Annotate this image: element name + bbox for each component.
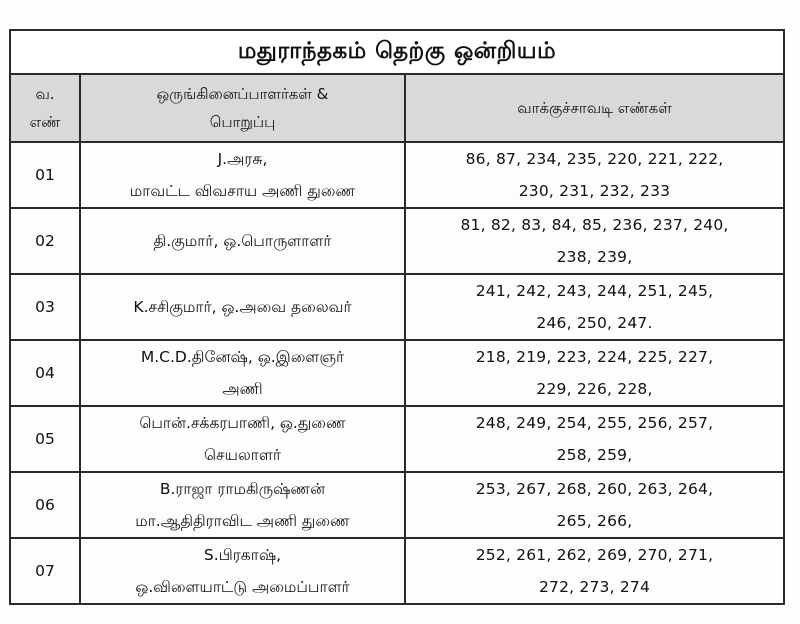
table-row (10, 274, 784, 340)
coordinator-line2: மாவட்ட விவசாய அணி துணை (129, 182, 356, 200)
row-coordinator (80, 406, 405, 472)
row-serial-number: 01 (10, 142, 80, 208)
booths-line1: 81, 82, 83, 84, 85, 236, 237, 240, (460, 216, 729, 234)
header-booth-numbers: வாக்குச்சாவடி எண்கள் (405, 74, 784, 142)
booths-line2: 238, 239, (556, 248, 633, 266)
coordinator-line1: B.ராஜா ராமகிருஷ்ணன் (159, 480, 326, 498)
header-serial-line2: எண் (29, 113, 61, 131)
header-coordinators (80, 74, 405, 142)
booths-line1: 253, 267, 268, 260, 263, 264, (475, 480, 714, 498)
header-coordinators-line2: பொறுப்பு (209, 113, 276, 131)
row-serial-number: 03 (10, 274, 80, 340)
booths-line1: 86, 87, 234, 235, 220, 221, 222, (465, 150, 724, 168)
coordinator-line1: பொன்.சக்கரபாணி, ஒ.துணை (139, 414, 346, 432)
row-coordinator (80, 472, 405, 538)
row-booth-numbers (405, 274, 784, 340)
row-serial-number: 06 (10, 472, 80, 538)
table-row (10, 538, 784, 604)
booths-line1: 218, 219, 223, 224, 225, 227, (475, 348, 714, 366)
row-coordinator (80, 274, 405, 340)
header-row (10, 74, 784, 142)
row-serial-number: 05 (10, 406, 80, 472)
row-serial-number: 04 (10, 340, 80, 406)
coordinator-line1: J.அரசு, (217, 150, 268, 168)
row-booth-numbers (405, 208, 784, 274)
booths-line2: 246, 250, 247. (536, 314, 653, 332)
booths-line2: 265, 266, (556, 512, 633, 530)
row-coordinator (80, 538, 405, 604)
table-row (10, 208, 784, 274)
coordinator-line1: M.C.D.தினேஷ், ஒ.இளைஞர் (140, 348, 345, 366)
row-booth-numbers (405, 538, 784, 604)
table-title: மதுராந்தகம் தெற்கு ஒன்றியம் (10, 30, 784, 74)
table-row (10, 340, 784, 406)
row-booth-numbers (405, 340, 784, 406)
booths-line1: 248, 249, 254, 255, 256, 257, (475, 414, 714, 432)
row-coordinator (80, 340, 405, 406)
booths-line1: 252, 261, 262, 269, 270, 271, (475, 546, 714, 564)
coordinator-line1: S.பிரகாஷ், (203, 546, 282, 564)
booths-line2: 272, 273, 274 (538, 578, 651, 596)
row-booth-numbers (405, 472, 784, 538)
coordinator-line2: செயலாளர் (204, 446, 281, 464)
coordinator-line2: அணி (222, 380, 263, 398)
header-serial-number (10, 74, 80, 142)
row-booth-numbers (405, 406, 784, 472)
coordinator-line2: ஒ.விளையாட்டு அமைப்பாளர் (135, 578, 350, 596)
coordinator-line1: K.சசிகுமார், ஒ.அவை தலைவர் (133, 298, 352, 316)
table-row (10, 142, 784, 208)
booths-line2: 258, 259, (556, 446, 633, 464)
booths-line1: 241, 242, 243, 244, 251, 245, (475, 282, 714, 300)
row-coordinator (80, 142, 405, 208)
table-row (10, 472, 784, 538)
booth-allocation-table (9, 29, 785, 605)
row-booth-numbers (405, 142, 784, 208)
coordinator-line2: மா.ஆதிதிராவிட அணி துணை (135, 512, 350, 530)
row-coordinator (80, 208, 405, 274)
header-serial-line1: வ. (35, 85, 55, 103)
table-row (10, 406, 784, 472)
booths-line2: 229, 226, 228, (536, 380, 653, 398)
booths-line2: 230, 231, 232, 233 (518, 182, 671, 200)
header-coordinators-line1: ஒருங்கினைப்பாளர்கள் & (156, 85, 329, 103)
row-serial-number: 07 (10, 538, 80, 604)
row-serial-number: 02 (10, 208, 80, 274)
coordinator-line1: தி.குமார், ஒ.பொருளாளர் (153, 232, 332, 250)
